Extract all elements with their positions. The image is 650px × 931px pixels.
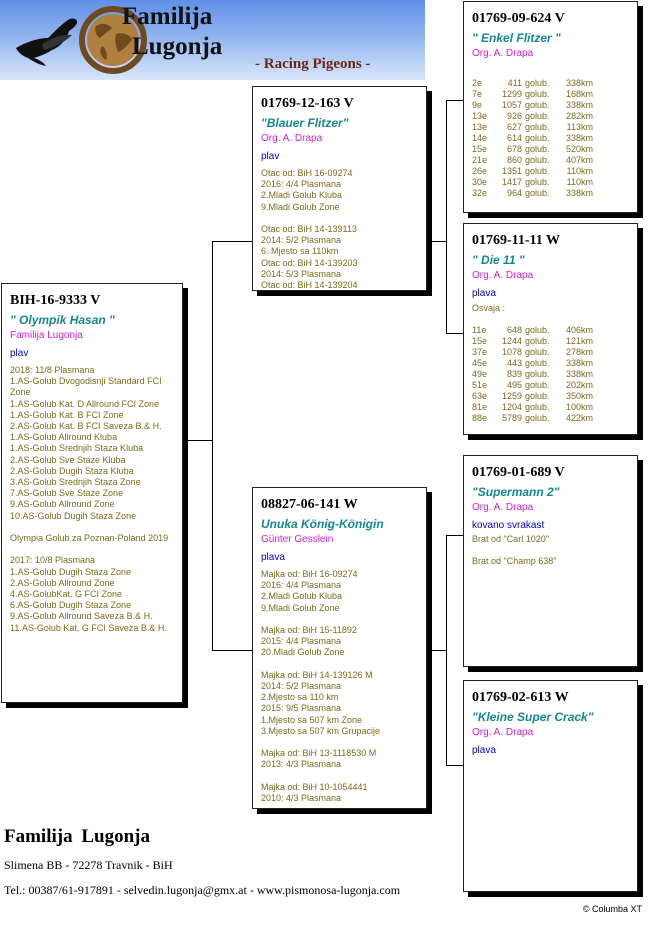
tagline: - Racing Pigeons - xyxy=(255,56,371,72)
result-distance: 338km xyxy=(565,133,593,143)
pigeon-name: "Kleine Super Crack" xyxy=(472,710,594,724)
connector xyxy=(446,100,447,333)
result-distance: 110km xyxy=(566,166,593,176)
note-line: 2017: 10/8 Plasmana xyxy=(10,555,96,566)
note-line: 2010: 4/3 Plasmana xyxy=(261,793,342,803)
note-line: 2014: 5/3 Plasmana xyxy=(261,268,342,279)
result-unit: golub. xyxy=(525,122,550,132)
note-line: 6.AS-Golub Dugih Staza Zone xyxy=(10,600,132,611)
owner-name: Familija Lugonja xyxy=(4,826,150,847)
result-entries: 839 xyxy=(506,369,522,380)
note-line: Majka od: BiH 13-1118530 M xyxy=(261,748,377,759)
result-place: 15e xyxy=(472,144,488,154)
result-entries: 860 xyxy=(506,155,522,165)
note-line: Brat od "Carl 1020" xyxy=(472,534,549,544)
result-distance: 278km xyxy=(565,347,593,358)
result-row xyxy=(472,402,593,413)
breeder: Org. A. Drapa xyxy=(472,270,534,281)
note-line xyxy=(261,659,419,670)
result-row xyxy=(472,100,593,111)
result-distance: 282km xyxy=(565,111,593,121)
note-line: 1.AS-Golub Dugih Staza Zone xyxy=(10,566,132,577)
result-distance: 520km xyxy=(565,144,593,154)
pigeon-name: " Die 11 " xyxy=(472,253,525,267)
result-place: 13e xyxy=(472,122,488,132)
note-line: Majka od: BiH 15-11892 xyxy=(261,625,357,635)
note-line: 2.Mladi Golub Kluba xyxy=(261,591,343,602)
sire-sire-card xyxy=(463,1,638,213)
connector xyxy=(446,100,463,101)
ring-number: 01769-01-689 V xyxy=(472,465,565,480)
owner-address: Slimena BB - 72278 Travnik - BiH xyxy=(4,858,173,872)
result-distance: 422km xyxy=(565,413,593,424)
result-unit: golub. xyxy=(525,111,550,121)
result-distance: 338km xyxy=(565,100,593,110)
pigeon-name: "Supermann 2" xyxy=(472,485,560,499)
result-row xyxy=(472,347,593,358)
note-line: Majka od: BiH 14-139126 M xyxy=(261,669,373,680)
result-row xyxy=(472,391,593,402)
connector xyxy=(212,241,252,242)
result-row xyxy=(472,155,593,166)
notes xyxy=(472,303,630,314)
note-line: Otac od: BiH 14-139203 xyxy=(261,257,358,268)
connector xyxy=(446,535,463,536)
result-place: 26e xyxy=(472,166,488,176)
connector xyxy=(446,333,463,334)
dam-dam-card xyxy=(463,680,638,892)
note-line: 2.Mjesto sa 110 km xyxy=(261,692,339,703)
ring-number: 08827-06-141 W xyxy=(261,497,358,512)
owner-contact-line: Tel.: 00387/61-917891 - selvedin.lugonja@gmx.at - www.pismonosa-lugonja.com xyxy=(4,883,401,897)
result-distance: 406km xyxy=(565,325,593,336)
ring-number: 01769-09-624 V xyxy=(472,11,565,26)
result-distance: 338km xyxy=(565,78,593,88)
note-line: 10.AS-Golub Dugih Staza Zone xyxy=(10,510,137,521)
brand-title xyxy=(122,2,223,60)
note-line: 3.Mjesto sa 507 km Grupacije xyxy=(261,725,381,736)
result-distance: 110km xyxy=(566,177,593,187)
pigeon-name: Unuka König-Königin xyxy=(261,517,384,531)
result-unit: golub. xyxy=(525,166,550,176)
note-line: Majka od: BiH 16-09274 xyxy=(261,569,358,579)
result-place: 63e xyxy=(472,391,488,402)
result-distance: 338km xyxy=(565,358,593,369)
dam-sire-card xyxy=(463,455,638,667)
connector xyxy=(446,535,447,765)
note-line: 7.AS-Golub Sve Staze Zone xyxy=(10,488,124,499)
result-entries: 1351 xyxy=(501,166,522,176)
note-line: 9.Mladi Golub Zone xyxy=(261,602,340,613)
result-place: 32e xyxy=(472,188,488,198)
result-distance: 407km xyxy=(565,155,593,165)
result-row xyxy=(472,89,593,100)
result-unit: golub. xyxy=(525,89,550,99)
note-line: 9.AS-Golub Allround Saveza B.& H. xyxy=(10,611,153,622)
note-line: 2014: 5/2 Plasmana xyxy=(261,235,342,246)
notes xyxy=(261,569,419,804)
note-line: 2016: 4/4 Plasmana xyxy=(261,580,342,591)
note-line xyxy=(261,771,419,782)
pigeon-color: plava xyxy=(261,552,285,563)
result-row xyxy=(472,166,593,177)
result-unit: golub. xyxy=(525,155,550,165)
result-distance: 338km xyxy=(565,369,593,380)
result-entries: 1204 xyxy=(501,402,522,413)
result-row xyxy=(472,177,593,188)
connector xyxy=(212,241,213,650)
result-unit: golub. xyxy=(525,347,550,358)
ring-number: 01769-02-613 W xyxy=(472,690,569,705)
result-row xyxy=(472,413,593,424)
note-line xyxy=(472,545,630,556)
pigeon-name: " Olympik Hasan " xyxy=(10,313,115,327)
notes xyxy=(472,534,630,568)
breeder: Org. A. Drapa xyxy=(472,502,534,513)
result-distance: 113km xyxy=(566,122,593,132)
result-place: 14e xyxy=(472,133,488,143)
result-entries: 627 xyxy=(506,122,522,132)
result-entries: 1057 xyxy=(501,100,522,110)
result-entries: 443 xyxy=(506,358,522,369)
result-row xyxy=(472,336,593,347)
result-row xyxy=(472,133,593,144)
result-unit: golub. xyxy=(525,144,550,154)
result-unit: golub. xyxy=(525,133,550,143)
pigeon-color: plav xyxy=(261,151,280,162)
note-line: Olympia Golub za Poznan-Poland 2019 xyxy=(10,533,169,544)
notes xyxy=(10,365,175,634)
result-entries: 1244 xyxy=(501,336,522,347)
result-unit: golub. xyxy=(525,369,550,380)
results-table xyxy=(472,78,593,199)
result-place: 2e xyxy=(472,78,483,88)
result-distance: 202km xyxy=(565,380,593,391)
brand-title-line2: Lugonja xyxy=(132,33,223,60)
dam-card xyxy=(252,487,427,809)
result-entries: 678 xyxy=(506,144,522,154)
result-entries: 5789 xyxy=(501,413,522,424)
result-entries: 1078 xyxy=(501,347,522,358)
note-line: 2016: 4/4 Plasmana xyxy=(261,179,342,190)
ring-number: 01769-11-11 W xyxy=(472,233,561,248)
copyright-footer: © Columba XT xyxy=(582,904,642,914)
pigeon-color: plava xyxy=(472,288,496,299)
note-line: 20.Mladi Golub Zone xyxy=(261,647,345,658)
result-entries: 926 xyxy=(506,111,522,121)
note-line: 9.AS-Golub Allround Zone xyxy=(10,499,115,510)
result-distance: 338km xyxy=(565,188,593,198)
result-place: 11e xyxy=(472,325,487,336)
note-line: Majka od: BiH 10-1054441 xyxy=(261,781,368,792)
note-line: 2.AS-Golub Kat. B FCI Saveza B.& H. xyxy=(10,421,162,432)
note-line: 2.AS-Golub Sve Staze Kluba xyxy=(10,454,126,465)
pigeon-color: plav xyxy=(10,348,29,359)
result-row xyxy=(472,188,593,199)
result-entries: 1259 xyxy=(501,391,522,402)
result-distance: 168km xyxy=(565,89,593,99)
breeder: Günter Gesslein xyxy=(261,534,334,545)
result-row xyxy=(472,78,593,89)
pigeon-logo-icon xyxy=(12,8,82,68)
note-line xyxy=(10,522,175,533)
result-unit: golub. xyxy=(525,100,550,110)
breeder: Familija Lugonja xyxy=(10,330,83,341)
result-distance: 100km xyxy=(565,402,593,413)
notes xyxy=(261,168,419,291)
note-line: 2015: 9/5 Plasmana xyxy=(261,703,342,714)
result-unit: golub. xyxy=(525,336,550,347)
note-line: 2015: 4/4 Plasmana xyxy=(261,636,342,647)
result-entries: 648 xyxy=(506,325,522,336)
note-line xyxy=(261,614,419,625)
result-row xyxy=(472,111,593,122)
header-banner xyxy=(0,0,425,80)
result-place: 37e xyxy=(472,347,488,358)
pigeon-color: kovano svrakast xyxy=(472,520,545,531)
result-place: 30e xyxy=(472,177,488,187)
result-distance: 121km xyxy=(565,336,593,347)
note-line: 1.Mjesto sa 507 km Zone xyxy=(261,714,363,725)
note-line: 2.AS-Golub Dugih Staza Kluba xyxy=(10,465,134,476)
note-line: Otac od: BiH 14-139204 xyxy=(261,280,358,291)
connector xyxy=(427,650,446,651)
result-unit: golub. xyxy=(525,413,550,424)
connector xyxy=(183,440,212,441)
result-entries: 1417 xyxy=(501,177,522,187)
note-line: 2018: 11/8 Plasmana xyxy=(10,365,95,375)
note-line: Otac od: BiH 14-139113 xyxy=(261,224,357,234)
note-line: 6. Mjesto sa 110km xyxy=(261,246,339,257)
result-unit: golub. xyxy=(525,380,550,391)
breeder: Org. A. Drapa xyxy=(472,727,534,738)
connector xyxy=(212,650,252,651)
result-place: 45e xyxy=(472,358,488,369)
ring-number: 01769-12-163 V xyxy=(261,96,354,111)
result-entries: 411 xyxy=(507,78,522,88)
note-line: 2.Mladi Golub Kluba xyxy=(261,190,343,201)
note-line: 1.AS-Golub Kat. B FCI Zone xyxy=(10,409,124,420)
subject-card xyxy=(1,283,183,703)
note-line: 2.AS-Golub Allround Zone xyxy=(10,577,115,588)
result-unit: golub. xyxy=(525,78,550,88)
note-line: Osvaja : xyxy=(472,303,506,313)
result-row xyxy=(472,122,593,133)
ring-number: BIH-16-9333 V xyxy=(10,293,101,308)
result-place: 88e xyxy=(472,413,488,424)
result-unit: golub. xyxy=(525,177,550,187)
result-entries: 614 xyxy=(506,133,522,143)
result-place: 49e xyxy=(472,369,488,380)
sire-dam-card xyxy=(463,223,638,435)
result-place: 7e xyxy=(472,89,483,99)
note-line: Brat od "Champ 638" xyxy=(472,556,557,567)
note-line: 3.AS-Golub Srednjih Staza Zone xyxy=(10,477,141,488)
result-unit: golub. xyxy=(525,325,550,336)
result-place: 13e xyxy=(472,111,488,121)
note-line: Otac od: BiH 16-09274 xyxy=(261,168,353,178)
breeder: Org. A. Drapa xyxy=(261,133,323,144)
result-unit: golub. xyxy=(525,402,550,413)
result-entries: 495 xyxy=(506,380,522,391)
note-line: 1.AS-Golub Allround Kluba xyxy=(10,432,118,443)
pigeon-name: " Enkel Flitzer " xyxy=(472,31,561,45)
note-line: 11.AS-Golub Kat. G FCI Saveza B.& H. xyxy=(10,622,167,633)
pigeon-name: "Blauer Flitzer" xyxy=(261,116,349,130)
result-place: 15e xyxy=(472,336,488,347)
breeder: Org. A. Drapa xyxy=(472,48,534,59)
result-unit: golub. xyxy=(525,358,550,369)
result-unit: golub. xyxy=(525,188,550,198)
result-row xyxy=(472,380,593,391)
brand-title-line1: Familija xyxy=(122,3,213,30)
result-row xyxy=(472,369,593,380)
result-distance: 350km xyxy=(565,391,593,402)
connector xyxy=(427,241,446,242)
pigeon-color: plava xyxy=(472,745,496,756)
result-place: 51e xyxy=(472,380,488,391)
note-line: 2014: 5/2 Plasmana xyxy=(261,681,342,691)
results-table xyxy=(472,325,593,424)
note-line xyxy=(261,213,419,224)
result-row xyxy=(472,325,593,336)
contact-block xyxy=(4,826,400,898)
note-line: 1.AS-Golub Dvogodisnji Standard FCI Zone xyxy=(10,376,162,398)
result-place: 21e xyxy=(472,155,488,165)
connector xyxy=(446,765,463,766)
note-line xyxy=(261,737,419,748)
result-place: 81e xyxy=(472,402,488,413)
note-line: 2013: 4/3 Plasmana xyxy=(261,759,342,770)
note-line: 4.AS-GolubKat. G FCI Zone xyxy=(10,589,123,600)
result-entries: 1299 xyxy=(501,89,522,99)
note-line: 1.AS-Golub Kat. D Allround FCI Zone xyxy=(10,398,160,409)
result-row xyxy=(472,144,593,155)
note-line: 1.AS-Golub Srednjih Staza Kluba xyxy=(10,443,144,454)
result-place: 9e xyxy=(472,100,483,110)
result-unit: golub. xyxy=(525,391,550,402)
note-line xyxy=(10,544,175,555)
result-row xyxy=(472,358,593,369)
note-line: 9.Mladi Golub Zone xyxy=(261,201,340,212)
result-entries: 964 xyxy=(506,188,522,198)
sire-card xyxy=(252,86,427,291)
